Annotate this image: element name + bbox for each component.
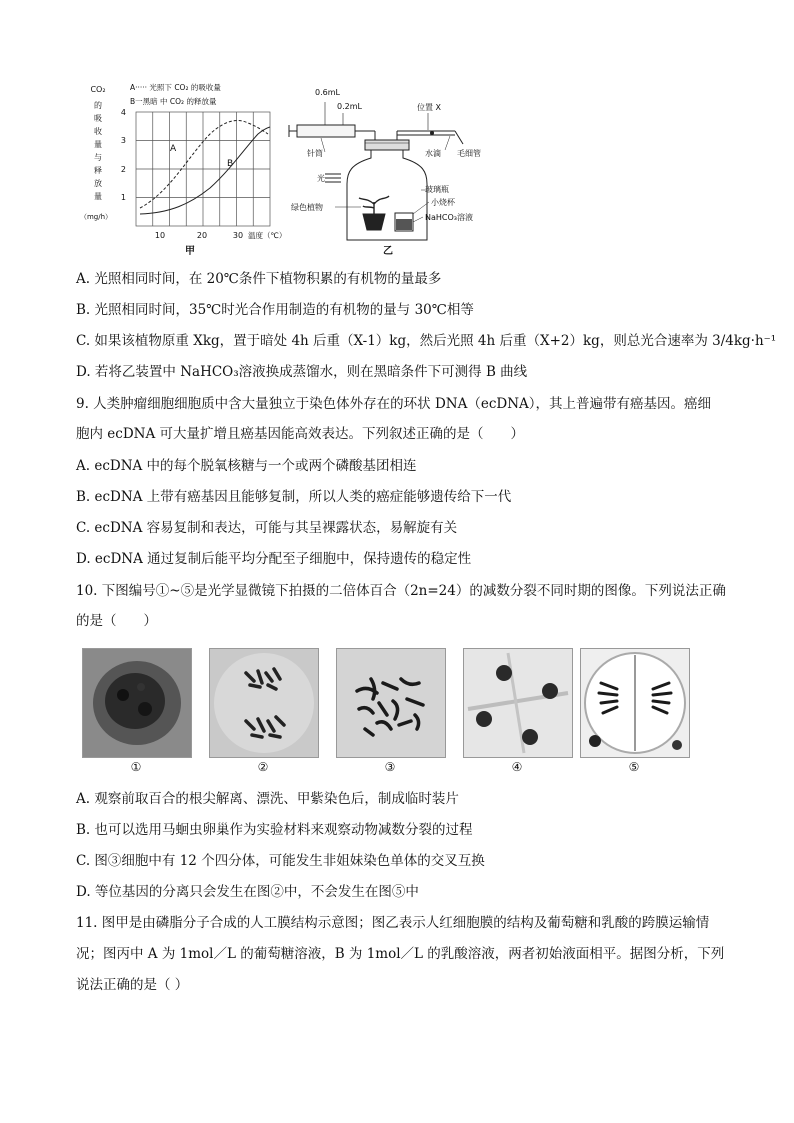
x-tick-10: 10 [154,231,166,240]
q9-option-c: C. ecDNA 容易复制和表达，可能与其呈裸露状态，易解旋有关 [76,520,458,536]
water-drop [430,131,434,135]
x-tick-20: 20 [196,231,208,240]
q10-option-b: B. 也可以选用马蛔虫卵巢作为实验材料来观察动物减数分裂的过程 [76,822,473,838]
legend-b: B一黑暗 中 CO₂ 的释放量 [130,97,217,106]
q11-stem-line-3: 说法正确的是（ ） [76,977,189,993]
q8-option-a: A. 光照相同时间，在 20℃条件下植物积累的有机物的量最多 [76,271,442,287]
micrograph-3 [336,648,446,758]
figure-jia-ylabel-1: 的 [94,101,102,110]
micrograph-2 [209,648,319,758]
light-label: 光 [317,174,325,183]
q8-option-d: D. 若将乙装置中 NaHCO₃溶液换成蒸馏水，则在黑暗条件下可测得 B 曲线 [76,364,528,380]
y-tick-1: 1 [120,193,126,202]
micrograph-label-4: ④ [511,760,523,774]
curve-b-solid [140,127,270,214]
figure-yi-apparatus [285,80,510,260]
figure-jia-ylabel-3: 收 [94,127,102,136]
micrograph-label-2: ② [257,760,269,774]
micrograph-4 [463,648,573,758]
syringe-label: 针筒 [307,149,323,158]
legend-a: A····· 光照下 CO₂ 的吸收量 [130,83,221,92]
curve-a-dashed [140,121,268,208]
figure-jia-ylabel-7: 放 [94,179,102,188]
capillary-label: 毛细管 [457,149,481,158]
micrograph-1 [82,648,192,758]
q11-stem-line-1: 11. 图甲是由磷脂分子合成的人工膜结构示意图；图乙表示人红细胞膜的结构及葡萄糖和乳酸的跨膜运输情 [76,915,710,931]
figure-jia-ylabel-4: 量 [94,140,102,149]
q10-stem-line-2: 的是（ ） [76,613,157,629]
micrograph-5 [580,648,690,758]
q9-option-b: B. ecDNA 上带有癌基因且能够复制，所以人类的癌症能够遗传给下一代 [76,489,512,505]
figure-yi-caption: 乙 [383,246,393,257]
q8-option-b: B. 光照相同时间，35℃时光合作用制造的有机物的量与 30℃相等 [76,302,474,318]
figure-jia-ylabel-2: 吸 [94,114,102,123]
q9-stem-line-1: 9. 人类肿瘤细胞细胞质中含大量独立于染色体外存在的环状 DNA（ecDNA），其上普遍带有癌基因。癌细 [76,396,712,412]
micrograph-label-1: ① [130,760,142,774]
water-drop-label: 水滴 [425,149,441,158]
y-tick-2: 2 [120,165,126,174]
solution-label: NaHCO₃溶液 [425,213,473,222]
figure-jia-ylabel-5: 与 [94,153,102,162]
figure-jia-caption: 甲 [185,246,195,257]
micrograph-row [82,648,692,776]
q9-option-d: D. ecDNA 通过复制后能平均分配至子细胞中，保持遗传的稳定性 [76,551,472,567]
syringe-volume-02: 0.2mL [337,102,362,111]
q8-option-c: C. 如果该植物原重 Xkg，置于暗处 4h 后重（X-1）kg，然后光照 4h 后重（X+2）kg，则总光合速率为 3/4kg·h⁻¹ [76,333,777,349]
beaker-label: 小烧杯 [431,198,455,207]
q10-stem-line-1: 10. 下图编号①~⑤是光学显微镜下拍摄的二倍体百合（2n=24）的减数分裂不同时期的图像。下列说法正确 [76,583,726,599]
curve-a-label: A [170,144,177,154]
syringe-volume-06: 0.6mL [315,88,340,97]
y-tick-4: 4 [120,108,126,117]
position-x-label: 位置 X [417,103,442,112]
q11-stem-line-2: 况；图丙中 A 为 1mol／L 的葡萄糖溶液，B 为 1mol／L 的乳酸溶液，两者初始液面相平。据图分析，下列 [76,946,725,962]
q9-option-a: A. ecDNA 中的每个脱氧核糖与一个或两个磷酸基团相连 [76,458,417,474]
q10-option-a: A. 观察前取百合的根尖解离、漂洗、甲紫染色后，制成临时装片 [76,791,459,807]
bottle-label: 玻璃瓶 [425,185,449,194]
figure-jia-yunit: （mg/h） [79,213,113,221]
q10-option-c: C. 图③细胞中有 12 个四分体，可能发生非姐妹染色单体的交叉互换 [76,853,485,869]
micrograph-label-5: ⑤ [628,760,640,774]
q10-option-d: D. 等位基因的分离只会发生在图②中，不会发生在图⑤中 [76,884,419,900]
y-tick-3: 3 [120,136,126,145]
micrograph-label-3: ③ [384,760,396,774]
figure-jia-ylabel-0: CO₂ [90,85,106,94]
q9-stem-line-2: 胞内 ecDNA 可大量扩增且癌基因能高效表达。下列叙述正确的是（ ） [76,426,525,442]
figure-jia-ylabel-6: 释 [94,166,102,175]
figure-jia-ylabel-8: 量 [94,192,102,201]
figure-jia-graph [79,80,287,260]
curve-b-label: B [227,159,234,169]
x-axis-label: 温度（℃） [248,231,287,240]
plant-label: 绿色植物 [291,203,323,212]
x-tick-30: 30 [232,231,244,240]
